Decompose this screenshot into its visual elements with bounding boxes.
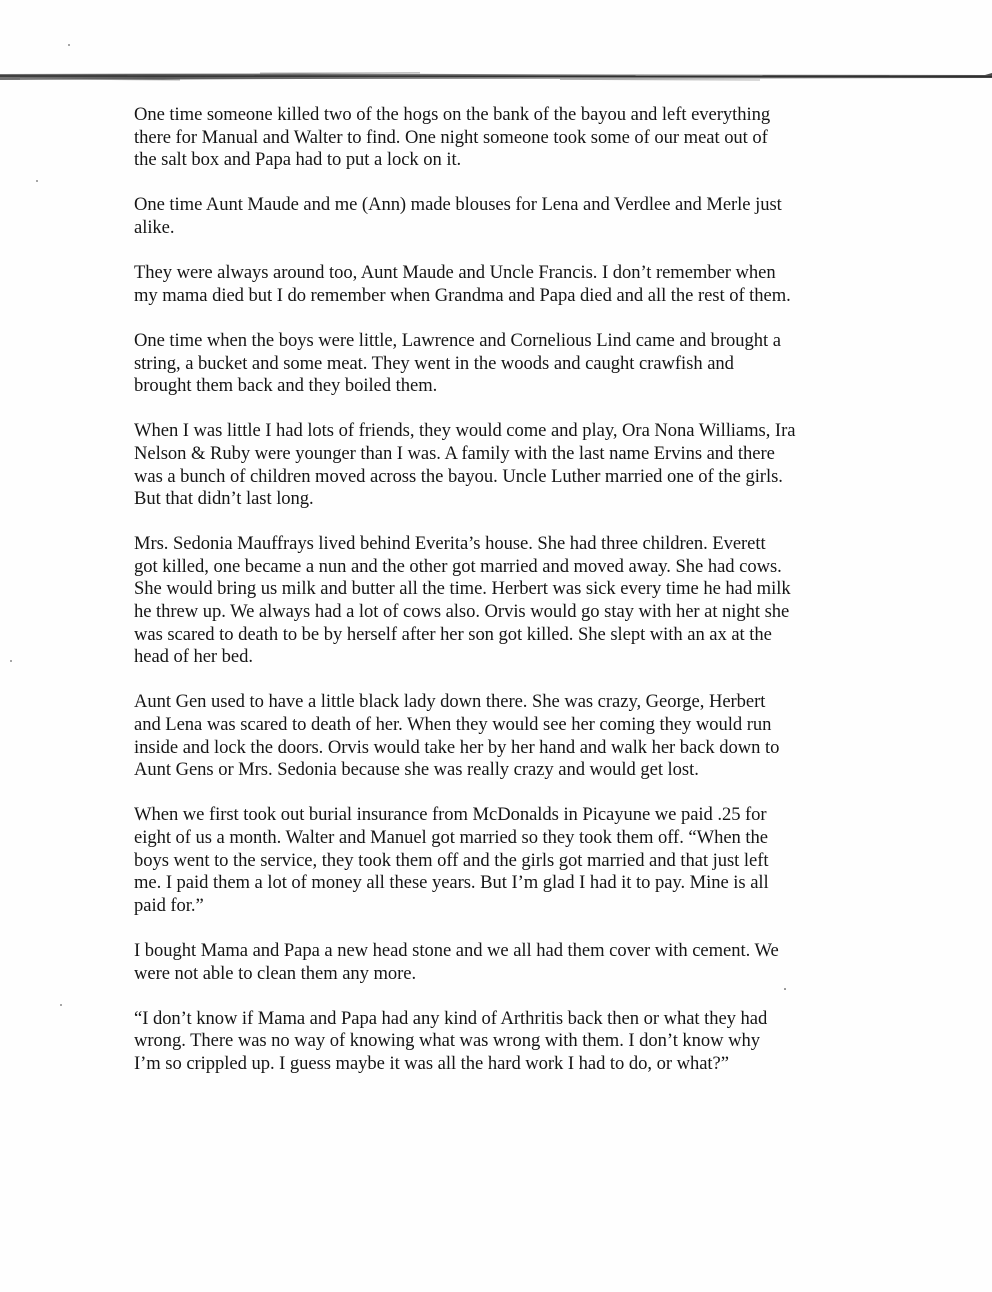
- document-body: [134, 104, 840, 1098]
- paragraph: [134, 330, 840, 398]
- paragraph: [134, 262, 840, 307]
- text-line: She would bring us milk and butter all the time. Herbert was sick every time he had milk: [134, 578, 791, 600]
- text-line: When I was little I had lots of friends, they would come and play, Ora Nona Williams, Ira: [134, 420, 796, 442]
- text-line: One time someone killed two of the hogs on the bank of the bayou and left everything: [134, 104, 771, 125]
- text-line: Mrs. Sedonia Mauffrays lived behind Everita’s house. She had three children. Everett: [134, 533, 766, 555]
- text-line: One time Aunt Maude and me (Ann) made blouses for Lena and Verdlee and Merle just: [134, 194, 782, 216]
- scan-speck: [36, 180, 38, 182]
- scan-speck: [10, 660, 12, 662]
- text-line: was a bunch of children moved across the bayou. Uncle Luther married one of the girls.: [134, 465, 783, 487]
- paragraph: [134, 804, 840, 917]
- text-line: head of her bed.: [134, 646, 253, 668]
- text-line: brought them back and they boiled them.: [134, 375, 438, 397]
- text-line: alike.: [134, 216, 175, 238]
- scan-speck: [68, 44, 70, 46]
- text-line: When we first took out burial insurance from McDonalds in Picayune we paid .25 for: [134, 804, 767, 826]
- text-line: me. I paid them a lot of money all these years. But I’m glad I had it to pay. Mine is all: [134, 872, 769, 894]
- paragraph: [134, 194, 840, 239]
- text-line: But that didn’t last long.: [134, 488, 314, 510]
- text-line: eight of us a month. Walter and Manuel got married so they took them off. “When the: [134, 827, 768, 848]
- paragraph: [134, 940, 840, 985]
- text-line: wrong. There was no way of knowing what was wrong with them. I don’t know why: [134, 1030, 761, 1052]
- text-line: Nelson & Ruby were younger than I was. A family with the last name Ervins and there: [134, 442, 775, 464]
- text-line: and Lena was scared to death of her. When they would see her coming they would run: [134, 714, 772, 736]
- paragraph: [134, 420, 840, 510]
- text-line: got killed, one became a nun and the other got married and moved away. She had cows.: [134, 555, 782, 577]
- paragraph: [134, 691, 840, 781]
- text-line: Aunt Gens or Mrs. Sedonia because she was really crazy and would get lost.: [134, 759, 699, 781]
- text-line: paid for.”: [134, 894, 204, 916]
- text-line: he threw up. We always had a lot of cows also. Orvis would go stay with her at night she: [134, 601, 790, 623]
- paragraph: [134, 104, 840, 172]
- text-line: there for Manual and Walter to find. One night someone took some of our meat out of: [134, 126, 768, 148]
- text-line: Aunt Gen used to have a little black lady down there. She was crazy, George, Herbert: [134, 691, 766, 713]
- text-line: the salt box and Papa had to put a lock on it.: [134, 149, 462, 171]
- text-line: I bought Mama and Papa a new head stone and we all had them cover with cement. We: [134, 939, 779, 961]
- paragraph: [134, 533, 840, 669]
- text-line: They were always around too, Aunt Maude and Uncle Francis. I don’t remember when: [134, 262, 776, 284]
- paragraph: [134, 1008, 840, 1076]
- text-line: boys went to the service, they took them off and the girls got married and that just left: [134, 849, 769, 871]
- text-line: “I don’t know if Mama and Papa had any kind of Arthritis back then or what they had: [134, 1007, 768, 1029]
- text-line: One time when the boys were little, Lawrence and Cornelious Lind came and brought a: [134, 329, 781, 351]
- text-line: my mama died but I do remember when Grandma and Papa died and all the rest of them.: [134, 284, 791, 306]
- scan-edge-artifact: [0, 70, 992, 84]
- text-line: was scared to death to be by herself after her son got killed. She slept with an ax at the: [134, 623, 772, 645]
- text-line: were not able to clean them any more.: [134, 962, 417, 984]
- scan-speck: [60, 1004, 62, 1006]
- text-line: string, a bucket and some meat. They went in the woods and caught crawfish and: [134, 352, 734, 374]
- text-line: I’m so crippled up. I guess maybe it was all the hard work I had to do, or what?”: [134, 1052, 729, 1074]
- text-line: inside and lock the doors. Orvis would take her by her hand and walk her back down to: [134, 736, 780, 758]
